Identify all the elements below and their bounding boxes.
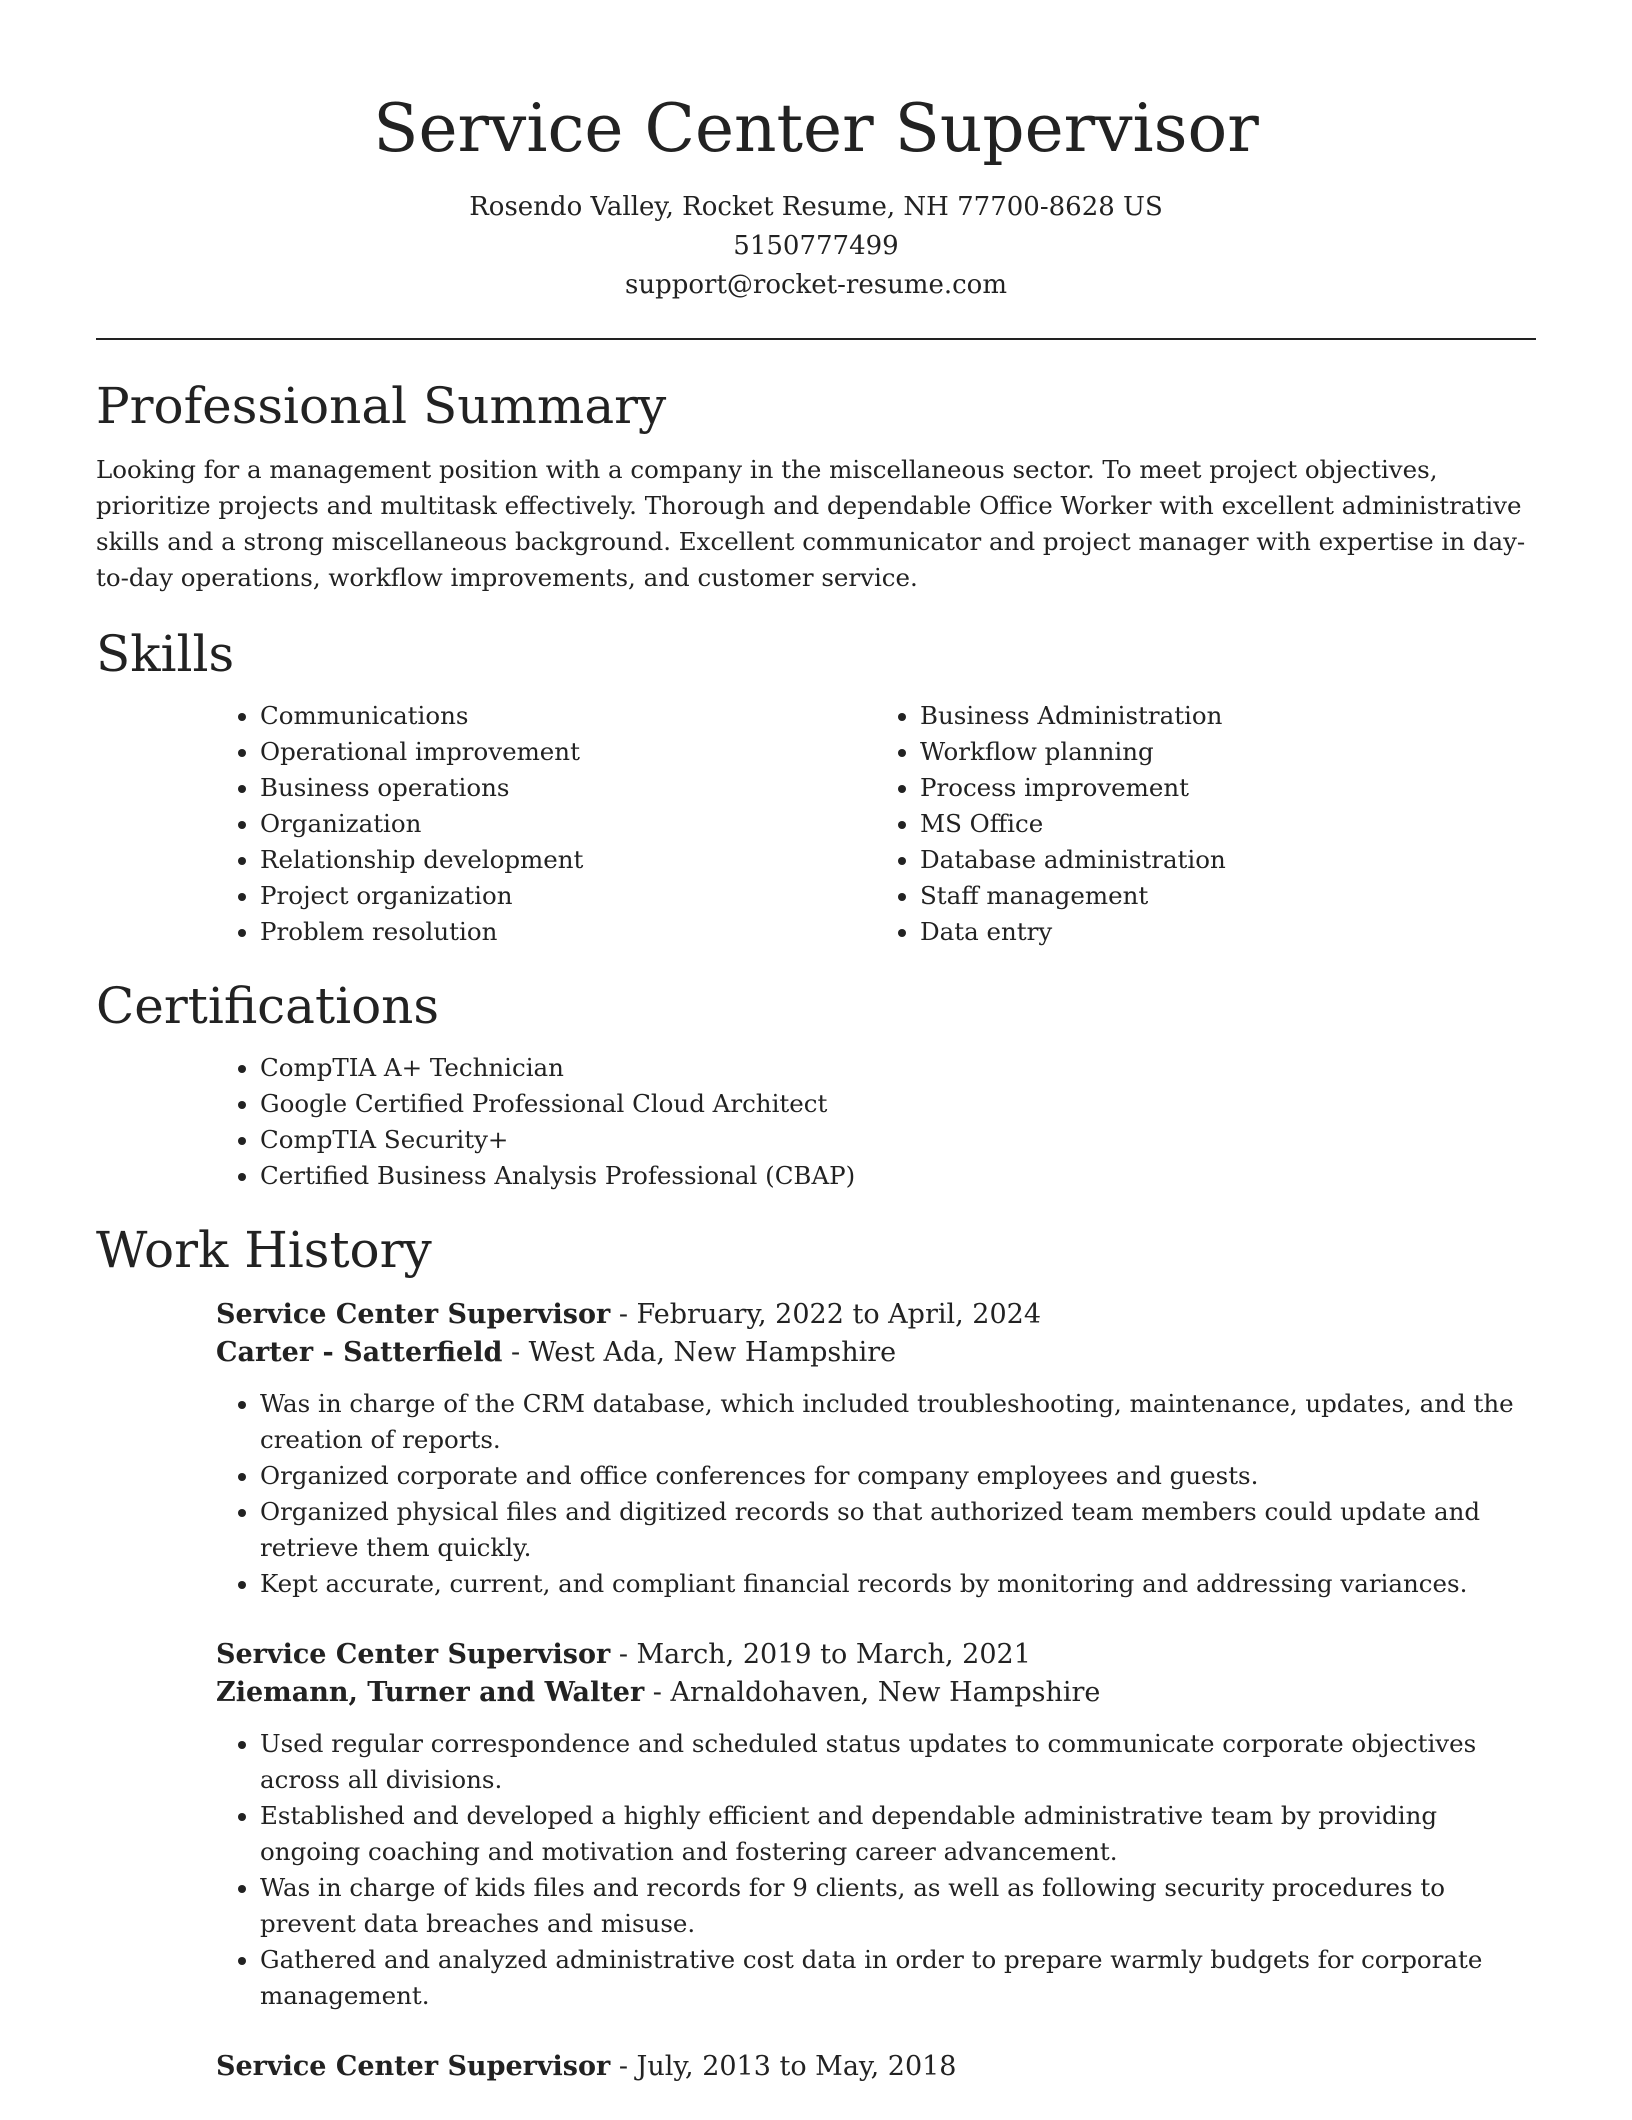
skill-item: • MS Office — [920, 806, 1536, 842]
job-title-line — [216, 1636, 1536, 1674]
candidate-name: Service Center Supervisor — [373, 90, 1259, 167]
job-bullet: • Was in charge of the CRM database, which included troubleshooting, maintenance, updates, and the creation of reports. — [260, 1386, 1536, 1458]
job-entry — [216, 2048, 1536, 2086]
certifications-section — [96, 974, 1536, 1194]
contact-info — [96, 188, 1536, 305]
skill-item: • Staff management — [920, 878, 1536, 914]
job-company-line — [216, 1334, 1536, 1372]
skill-item: • Problem resolution — [260, 914, 876, 950]
job-company: Carter - Satterfield — [216, 1337, 503, 1368]
skills-section — [96, 622, 1536, 950]
certification-item: • Google Certified Professional Cloud Architect — [260, 1086, 1536, 1122]
skills-grid — [216, 698, 1536, 950]
summary-heading: Professional Summary — [96, 377, 667, 435]
job-title: Service Center Supervisor — [216, 1639, 611, 1670]
work-history-heading: Work History — [96, 1221, 432, 1279]
skills-list-right — [876, 698, 1536, 950]
skill-item: • Operational improvement — [260, 734, 876, 770]
skill-item: • Relationship development — [260, 842, 876, 878]
job-bullets — [216, 1726, 1536, 2014]
job-company: Ziemann, Turner and Walter — [216, 1677, 645, 1708]
job-bullet: • Gathered and analyzed administrative cost data in order to prepare warmly budgets for corporate management. — [260, 1942, 1536, 2014]
job-location: - Arnaldohaven, New Hampshire — [644, 1677, 1101, 1708]
job-dates: - February, 2022 to April, 2024 — [610, 1299, 1041, 1330]
job-bullet: • Organized corporate and office conferences for company employees and guests. — [260, 1458, 1536, 1494]
job-bullet: • Used regular correspondence and scheduled status updates to communicate corporate objectives across all divisions. — [260, 1726, 1536, 1798]
job-title: Service Center Supervisor — [216, 2051, 611, 2082]
job-entry — [216, 1636, 1536, 2014]
skill-item: • Workflow planning — [920, 734, 1536, 770]
job-bullet: • Established and developed a highly efficient and dependable administrative team by providing ongoing coaching and motivation and fostering career advancement. — [260, 1798, 1536, 1870]
skills-heading: Skills — [96, 625, 235, 683]
certification-item: • Certified Business Analysis Professional (CBAP) — [260, 1158, 1536, 1194]
summary-text: Looking for a management position with a company in the miscellaneous sector. To meet project objectives, prioritize projects and multitask effectively. Thorough and dependable Office Worker with excellent administrative skills and a strong miscellaneous background. Excellent communicator and project manager with expertise in day-to-day operations, workflow improvements, and customer service. — [96, 455, 1526, 592]
job-bullet: • Organized physical files and digitized records so that authorized team members could update and retrieve them quickly. — [260, 1494, 1536, 1566]
job-title: Service Center Supervisor — [216, 1299, 611, 1330]
skill-item: • Process improvement — [920, 770, 1536, 806]
job-location: - West Ada, New Hampshire — [502, 1337, 897, 1368]
skill-item: • Data entry — [920, 914, 1536, 950]
job-title-line — [216, 1296, 1536, 1334]
summary-section — [96, 374, 1536, 596]
resume-header — [96, 0, 1536, 305]
skill-item: • Database administration — [920, 842, 1536, 878]
contact-address: Rosendo Valley, Rocket Resume, NH 77700-8628 US — [469, 192, 1163, 222]
skill-item: • Project organization — [260, 878, 876, 914]
certifications-heading: Certifications — [96, 977, 440, 1035]
job-bullet: • Was in charge of kids files and records for 9 clients, as well as following security procedures to prevent data breaches and misuse. — [260, 1870, 1536, 1942]
skill-item: • Communications — [260, 698, 876, 734]
certification-item: • CompTIA A+ Technician — [260, 1050, 1536, 1086]
skills-list-left — [216, 698, 876, 950]
contact-phone: 5150777499 — [733, 231, 899, 261]
skill-item: • Organization — [260, 806, 876, 842]
skill-item: • Business Administration — [920, 698, 1536, 734]
job-entry — [216, 1296, 1536, 1602]
certifications-list — [216, 1050, 1536, 1194]
certification-item: • CompTIA Security+ — [260, 1122, 1536, 1158]
job-title-line — [216, 2048, 1536, 2086]
skill-item: • Business operations — [260, 770, 876, 806]
job-bullets — [216, 1386, 1536, 1602]
job-dates: - March, 2019 to March, 2021 — [610, 1639, 1031, 1670]
job-dates: - July, 2013 to May, 2018 — [610, 2051, 957, 2082]
work-history-section — [96, 1218, 1536, 2086]
job-company-line — [216, 1674, 1536, 1712]
contact-email: support@rocket-resume.com — [624, 270, 1007, 300]
job-bullet: • Kept accurate, current, and compliant financial records by monitoring and addressing variances. — [260, 1566, 1536, 1602]
resume-page — [96, 0, 1536, 2120]
header-divider — [96, 338, 1536, 340]
